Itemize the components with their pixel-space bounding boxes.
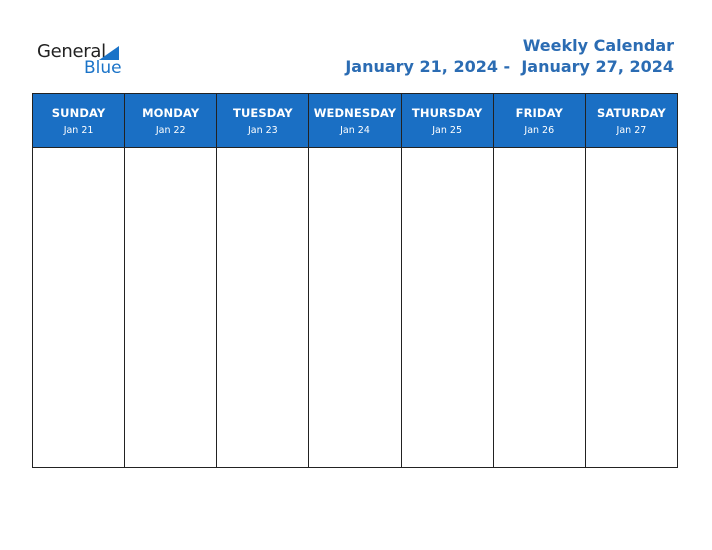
- day-header: [309, 94, 400, 148]
- day-column-tuesday: [217, 94, 309, 467]
- day-header: [586, 94, 677, 148]
- day-column-wednesday: [309, 94, 401, 467]
- day-header: [402, 94, 493, 148]
- day-header: [33, 94, 124, 148]
- day-cell[interactable]: [33, 148, 124, 467]
- day-cell[interactable]: [125, 148, 216, 467]
- day-date: Jan 21: [63, 124, 94, 136]
- day-name: SUNDAY: [51, 105, 106, 120]
- day-column-sunday: [33, 94, 125, 467]
- day-name: SATURDAY: [597, 105, 666, 120]
- day-header: [217, 94, 308, 148]
- day-column-saturday: [586, 94, 677, 467]
- day-column-friday: [494, 94, 586, 467]
- day-header: [125, 94, 216, 148]
- day-name: WEDNESDAY: [313, 105, 397, 120]
- day-name: MONDAY: [142, 105, 200, 120]
- day-date: Jan 27: [616, 124, 647, 136]
- day-date: Jan 24: [340, 124, 370, 136]
- brand-logo: [37, 41, 127, 81]
- day-cell[interactable]: [217, 148, 308, 467]
- date-range: January 21, 2024 - January 27, 2024: [345, 57, 674, 76]
- weekly-calendar-grid: [32, 93, 678, 468]
- day-header: [494, 94, 585, 148]
- logo-word-general: General: [37, 41, 106, 62]
- logo-word-blue: Blue: [84, 58, 122, 78]
- day-date: Jan 23: [247, 124, 278, 136]
- day-date: Jan 26: [524, 124, 555, 136]
- day-name: TUESDAY: [233, 105, 293, 120]
- day-cell[interactable]: [402, 148, 493, 467]
- day-date: Jan 22: [155, 124, 186, 136]
- day-name: THURSDAY: [411, 105, 483, 120]
- day-column-monday: [125, 94, 217, 467]
- day-column-thursday: [402, 94, 494, 467]
- day-cell[interactable]: [586, 148, 677, 467]
- day-cell[interactable]: [309, 148, 400, 467]
- day-name: FRIDAY: [515, 105, 563, 120]
- page-title: Weekly Calendar: [522, 36, 674, 55]
- day-cell[interactable]: [494, 148, 585, 467]
- day-date: Jan 25: [432, 124, 463, 136]
